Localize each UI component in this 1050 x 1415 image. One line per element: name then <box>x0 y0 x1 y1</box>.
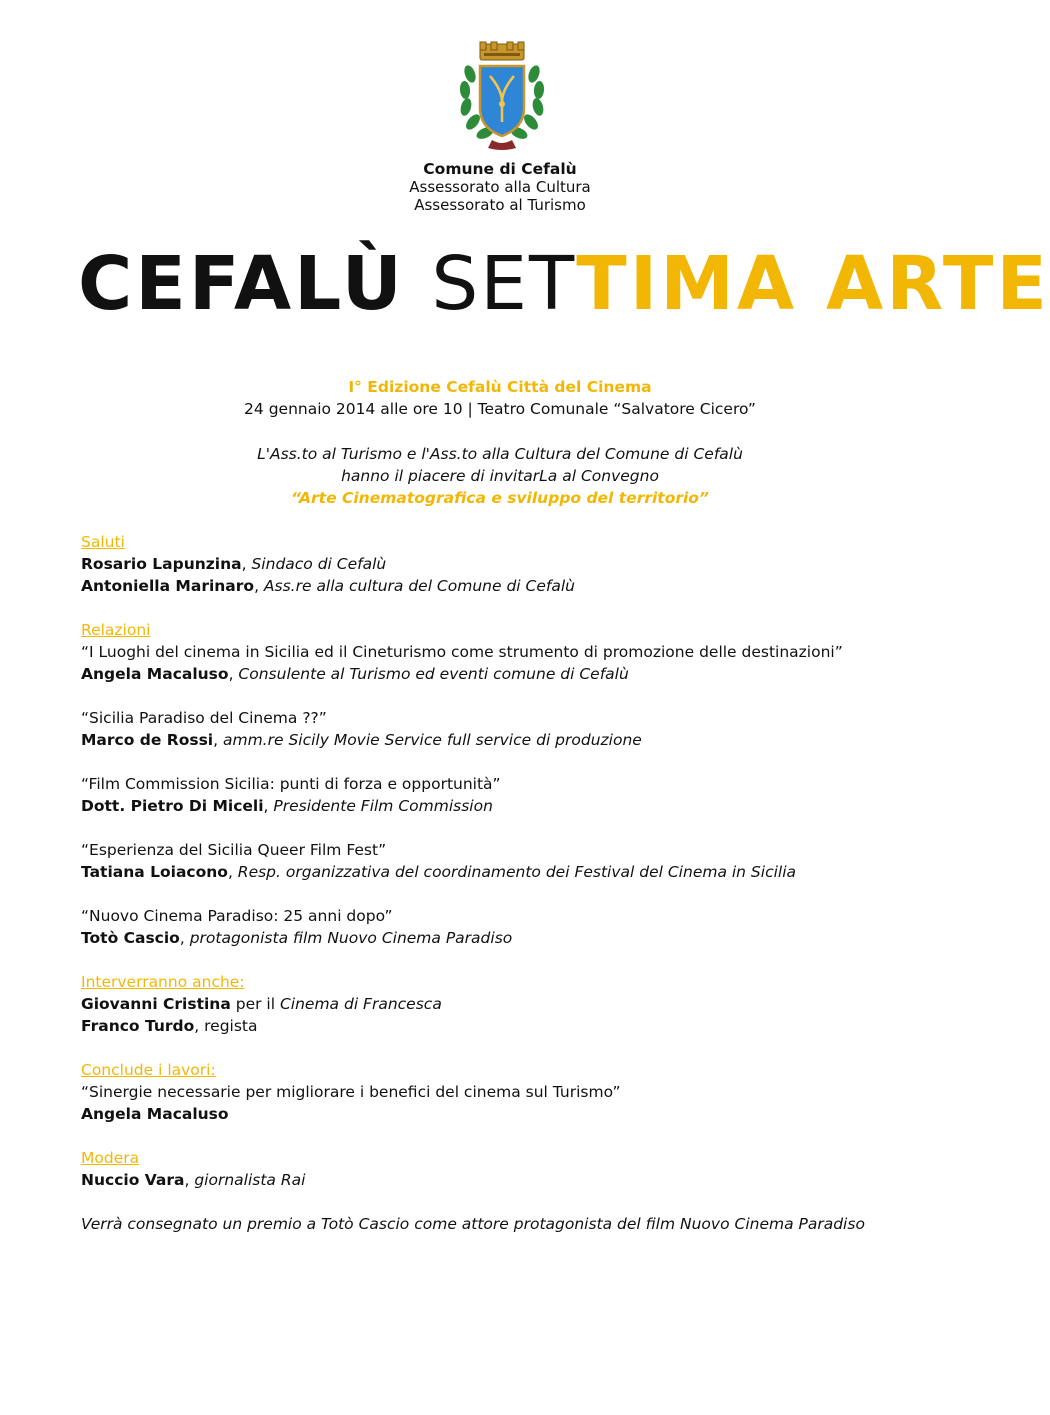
invitation-line-1: L'Ass.to al Turismo e l'Ass.to alla Cultura del Comune di Cefalù <box>257 445 743 463</box>
relazione-4 <box>81 839 961 883</box>
talk-title: “Esperienza del Sicilia Queer Film Fest” <box>81 841 387 859</box>
conclude-section <box>81 1059 961 1125</box>
convegno-title: “Arte Cinematografica e sviluppo del territorio” <box>291 489 709 507</box>
saluti-item: Rosario Lapunzina, Sindaco di Cefalù <box>81 555 387 573</box>
relazioni-section <box>81 619 961 685</box>
event-title <box>78 236 1050 332</box>
guest-item: Giovanni Cristina per il Cinema di Francesca <box>81 995 442 1013</box>
modera-heading: Modera <box>81 1149 140 1167</box>
relazione-5 <box>81 905 961 949</box>
moderator: Nuccio Vara, giornalista Rai <box>81 1171 306 1189</box>
saluti-heading: Saluti <box>81 533 125 551</box>
speaker: Totò Cascio, protagonista film Nuovo Cinema Paradiso <box>81 929 513 947</box>
relazione-3 <box>81 773 961 817</box>
talk-title: “Sicilia Paradiso del Cinema ??” <box>81 709 327 727</box>
relazione-2 <box>81 707 961 751</box>
org-dept-cultura: Assessorato alla Cultura <box>409 178 591 196</box>
talk-title: “I Luoghi del cinema in Sicilia ed il Cineturismo come strumento di promozione delle destinazioni” <box>81 643 843 661</box>
organizer-block <box>0 160 1000 214</box>
speaker: Dott. Pietro Di Miceli, Presidente Film Commission <box>81 797 493 815</box>
talk-title: “Film Commission Sicilia: punti di forza e opportunità” <box>81 775 501 793</box>
speaker: Tatiana Loiacono, Resp. organizzativa del coordinamento dei Festival del Cinema in Sicilia <box>81 863 797 881</box>
title-tima-arte: TIMA ARTE <box>576 241 1050 327</box>
speaker: Angela Macaluso, Consulente al Turismo ed eventi comune di Cefalù <box>81 665 629 683</box>
conclude-heading: Conclude i lavori: <box>81 1061 216 1079</box>
talk-title: “Nuovo Cinema Paradiso: 25 anni dopo” <box>81 907 393 925</box>
event-info <box>0 376 1000 420</box>
speaker: Angela Macaluso <box>81 1105 229 1123</box>
saluti-section <box>81 531 961 597</box>
title-set: SET <box>431 241 577 327</box>
event-edition: I° Edizione Cefalù Città del Cinema <box>348 378 652 396</box>
invitation <box>0 443 1000 509</box>
talk-title: “Sinergie necessarie per migliorare i benefici del cinema sul Turismo” <box>81 1083 621 1101</box>
interverranno-heading: Interverranno anche: <box>81 973 245 991</box>
interverranno-section <box>81 971 961 1037</box>
invitation-line-2: hanno il piacere di invitarLa al Convegno <box>341 467 659 485</box>
guest-item: Franco Turdo, regista <box>81 1017 258 1035</box>
speaker: Marco de Rossi, amm.re Sicily Movie Service full service di produzione <box>81 731 642 749</box>
modera-section <box>81 1147 961 1191</box>
title-cefalu: CEFALÙ <box>78 241 405 327</box>
relazioni-heading: Relazioni <box>81 621 151 639</box>
org-dept-turismo: Assessorato al Turismo <box>414 196 586 214</box>
award-note: Verrà consegnato un premio a Totò Cascio come attore protagonista del film Nuovo Cinema Paradiso <box>81 1215 865 1233</box>
saluti-item: Antoniella Marinaro, Ass.re alla cultura del Comune di Cefalù <box>81 577 575 595</box>
coat-of-arms-icon <box>456 42 548 154</box>
org-name: Comune di Cefalù <box>423 160 577 178</box>
event-date-venue: 24 gennaio 2014 alle ore 10 | Teatro Comunale “Salvatore Cicero” <box>244 400 756 418</box>
